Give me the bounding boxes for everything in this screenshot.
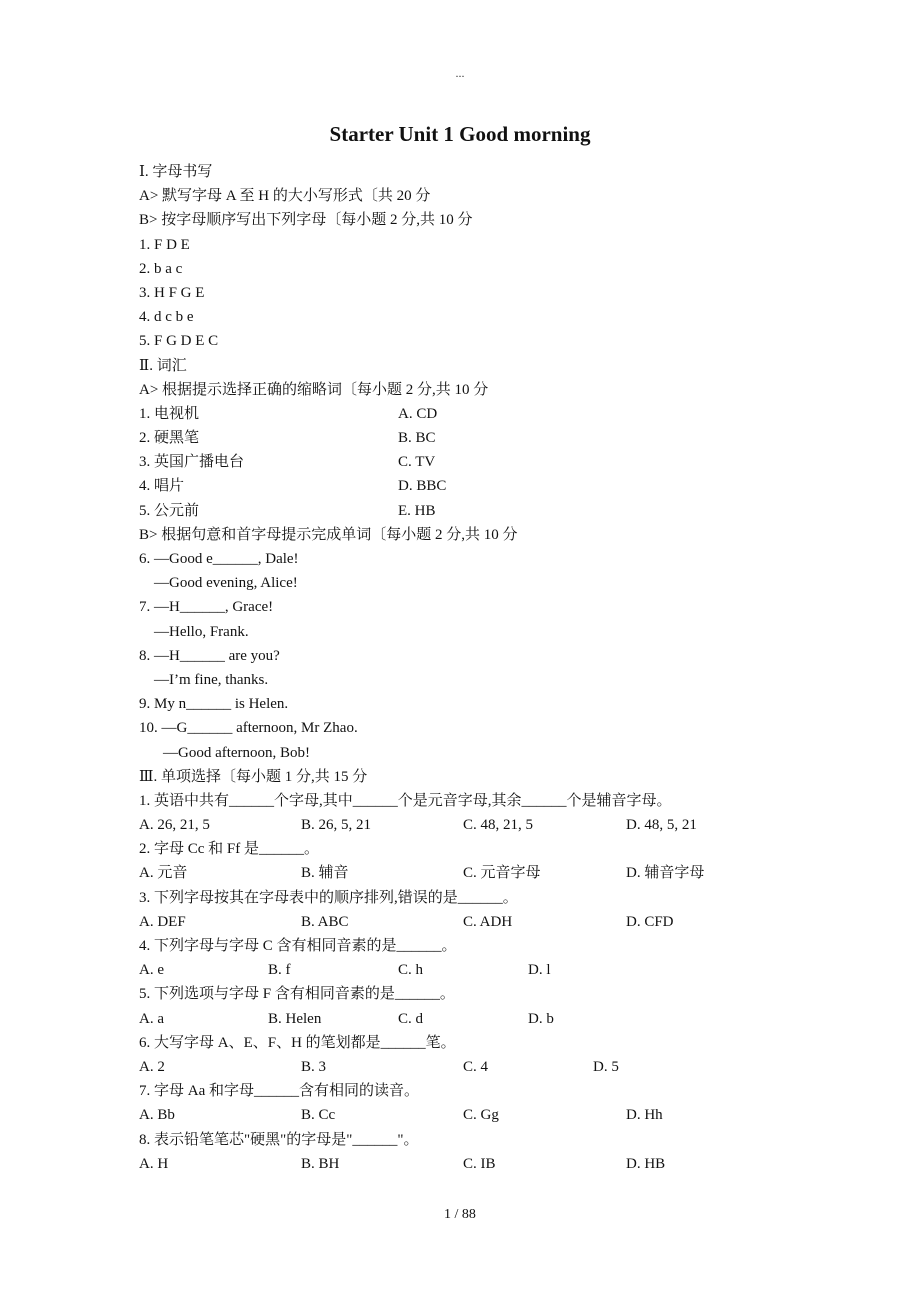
mc-option: B. ABC (301, 913, 349, 930)
mc-options (139, 1055, 779, 1079)
mc-option: A. DEF (139, 913, 186, 930)
mc-question: 7. 字母 Aa 和字母______含有相同的读音。 (139, 1083, 419, 1100)
match-term: 5. 公元前 (139, 502, 200, 519)
mc-option: C. 元音字母 (463, 865, 541, 882)
letter-item: 5. F G D E C (139, 333, 219, 350)
mc-option: A. H (139, 1155, 169, 1172)
match-option: E. HB (398, 502, 436, 519)
letter-item: 4. d c b e (139, 309, 194, 326)
mc-options (139, 910, 779, 934)
match-term: 1. 电视机 (139, 405, 200, 422)
mc-question: 2. 字母 Cc 和 Ff 是______。 (139, 841, 320, 858)
mc-question: 6. 大写字母 A、E、F、H 的笔划都是______笔。 (139, 1034, 456, 1051)
mc-option: C. IB (463, 1155, 496, 1172)
mc-option: C. h (398, 962, 424, 979)
dialog-reply: —I’m fine, thanks. (154, 671, 269, 688)
mc-option: C. 48, 21, 5 (463, 817, 534, 834)
mc-option: B. 26, 5, 21 (301, 817, 372, 834)
dialog-reply: —Hello, Frank. (154, 623, 249, 640)
mc-question: 4. 下列字母与字母 C 含有相同音素的是______。 (139, 938, 457, 954)
match-option: C. TV (398, 454, 436, 471)
dialog-question: 8. —H______ are you? (139, 647, 280, 664)
mc-option: B. 辅音 (301, 865, 349, 882)
match-option: A. CD (398, 405, 438, 422)
section1-heading: Ⅰ. 字母书写 (139, 164, 213, 180)
section2-heading: Ⅱ. 词汇 (139, 357, 187, 374)
mc-options (139, 1152, 779, 1176)
mc-options (139, 1007, 779, 1031)
letter-item: 2. b a c (139, 260, 183, 277)
section1-part-a: A> 默写字母 A 至 H 的大小写形式〔共 20 分 (139, 188, 431, 205)
section1-part-b: B> 按字母顺序写出下列字母〔每小题 2 分,共 10 分 (139, 212, 473, 229)
mc-option: B. Helen (268, 1010, 322, 1027)
mc-option: B. 3 (301, 1058, 327, 1075)
dialog-question: 6. —Good e______, Dale! (139, 551, 299, 567)
mc-question: 1. 英语中共有______个字母,其中______个是元音字母,其余______个是辅音字母。 (139, 792, 672, 809)
mc-option: C. ADH (463, 913, 513, 930)
mc-option: A. a (139, 1010, 164, 1027)
letter-item: 1. F D E (139, 236, 190, 253)
section2-part-a: A> 根据提示选择正确的缩略词〔每小题 2 分,共 10 分 (139, 381, 489, 398)
mc-option: A. 26, 21, 5 (139, 817, 210, 834)
mc-question: 8. 表示铅笔笔芯"硬黑"的字母是"______"。 (139, 1131, 419, 1148)
match-term: 4. 唱片 (139, 478, 185, 495)
mc-option: D. CFD (626, 913, 674, 930)
mc-options (139, 813, 779, 837)
mc-option: D. Hh (626, 1107, 663, 1124)
match-row (139, 450, 779, 474)
mc-option: A. 2 (139, 1058, 165, 1075)
mc-options (139, 1103, 779, 1127)
mc-question: 3. 下列字母按其在字母表中的顺序排列,错误的是______。 (139, 889, 518, 906)
mc-option: D. b (528, 1010, 554, 1027)
match-row (139, 426, 779, 450)
mc-option: B. BH (301, 1155, 340, 1172)
section3-heading: Ⅲ. 单项选择〔每小题 1 分,共 15 分 (139, 768, 368, 785)
page-title: Starter Unit 1 Good morning (329, 122, 591, 146)
mc-option: D. 辅音字母 (626, 865, 705, 882)
dialog-reply: —Good evening, Alice! (154, 575, 298, 592)
dialog-question: 10. —G______ afternoon, Mr Zhao. (139, 720, 358, 737)
mc-option: A. 元音 (139, 865, 188, 882)
dialog-question: 7. —H______, Grace! (139, 599, 274, 616)
match-row (139, 474, 779, 498)
page-number: 1 / 88 (444, 1207, 476, 1222)
letter-item: 3. H F G E (139, 284, 205, 301)
mc-option: A. e (139, 962, 164, 979)
mc-option: D. l (528, 962, 551, 979)
mc-option: D. 48, 5, 21 (626, 817, 697, 834)
match-option: D. BBC (398, 478, 447, 495)
match-row (139, 402, 779, 426)
mc-option: D. HB (626, 1155, 666, 1172)
mc-options (139, 958, 779, 982)
match-option: B. BC (398, 430, 436, 447)
section2-part-b: B> 根据句意和首字母提示完成单词〔每小题 2 分,共 10 分 (139, 526, 518, 543)
mc-option: C. Gg (463, 1107, 499, 1124)
dialog-reply: —Good afternoon, Bob! (163, 744, 311, 761)
mc-option: B. f (268, 962, 291, 979)
mc-option: A. Bb (139, 1107, 175, 1124)
header-mark: ... (455, 66, 465, 80)
mc-options (139, 861, 779, 885)
match-term: 3. 英国广播电台 (139, 454, 245, 471)
mc-option: D. 5 (593, 1058, 619, 1075)
mc-option: C. d (398, 1010, 424, 1027)
mc-option: B. Cc (301, 1107, 336, 1124)
mc-question: 5. 下列选项与字母 F 含有相同音素的是______。 (139, 986, 455, 1003)
match-row (139, 499, 779, 523)
match-term: 2. 硬黑笔 (139, 430, 200, 447)
worksheet-body (139, 160, 779, 1176)
mc-option: C. 4 (463, 1058, 489, 1075)
dialog-question: 9. My n______ is Helen. (139, 696, 289, 713)
